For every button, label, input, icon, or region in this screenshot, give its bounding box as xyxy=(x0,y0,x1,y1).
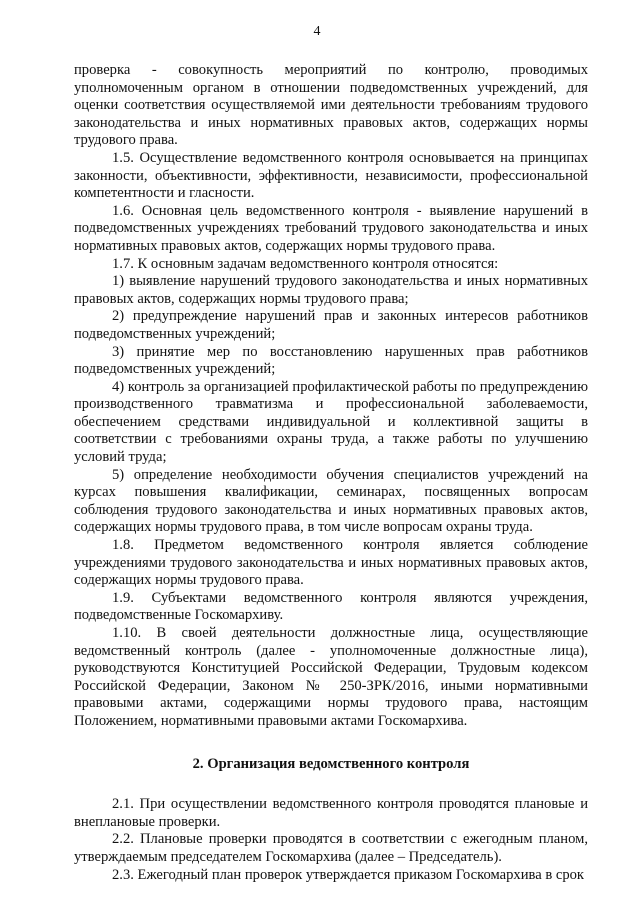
paragraph: 1.9. Субъектами ведомственного контроля являются учреждения, подведомственные Госкомархиву. xyxy=(74,589,588,624)
document-body xyxy=(74,62,588,884)
paragraph: 2.2. Плановые проверки проводятся в соответствии с ежегодным планом, утверждаемым председателем Госкомархива (далее – Председатель). xyxy=(74,831,588,865)
section-heading: 2. Организация ведомственного контроля xyxy=(192,755,470,772)
paragraph: 1.8. Предметом ведомственного контроля является соблюдение учреждениями трудового законодательства и иных нормативных правовых актов, содержащих нормы трудового права. xyxy=(74,537,588,589)
paragraph: 1.6. Основная цель ведомственного контроля - выявление нарушений в подведомственных учреждениях требований трудового законодательства и иных нормативных правовых актов, содержащих нормы трудового права. xyxy=(74,202,588,254)
page-number: 4 xyxy=(313,24,321,39)
list-item: 1) выявление нарушений трудового законодательства и иных нормативных правовых актов, содержащих нормы трудового права; xyxy=(74,273,588,307)
paragraph: 2.1. При осуществлении ведомственного контроля проводятся плановые и внеплановые проверки. xyxy=(74,796,588,830)
list-item: 4) контроль за организацией профилактической работы по предупреждению производственного травматизма и профессиональной заболеваемости, обеспечением средствами индивидуальной и коллективной защиты в соответствии с требованиями охраны труда, а также работы по улучшению условий труда; xyxy=(74,378,588,466)
paragraph: проверка - совокупность мероприятий по контролю, проводимых уполномоченным органом в отношении подведомственных учреждений, для оценки соответствия осуществляемой ими деятельности требованиям трудового законодательства и иных нормативных правовых актов, содержащих нормы трудового права. xyxy=(74,62,588,149)
list-item: 3) принятие мер по восстановлению нарушенных прав работников подведомственных учреждений; xyxy=(74,343,588,378)
paragraph: 1.5. Осуществление ведомственного контроля основывается на принципах законности, объективности, эффективности, независимости, профессиональной компетентности и гласности. xyxy=(74,149,588,202)
paragraph: 1.7. К основным задачам ведомственного контроля относятся: xyxy=(112,255,499,272)
paragraph: 2.3. Ежегодный план проверок утверждается приказом Госкомархива в срок xyxy=(112,866,585,883)
paragraph: 1.10. В своей деятельности должностные лица, осуществляющие ведомственный контроль (далее - уполномоченные должностные лица), руководствуются Конституцией Российской Федерации, Трудовым кодексом Российской Федерации, Законом № 250-ЗРК/2016, иными нормативными правовыми актами, содержащими нормы трудового права, настоящим Положением, нормативными правовыми актами Госкомархива. xyxy=(74,625,588,729)
list-item: 5) определение необходимости обучения специалистов учреждений на курсах повышения квалификации, семинарах, посвященных вопросам соблюдения трудового законодательства и иных нормативных правовых актов, содержащих нормы трудового права, в том числе вопросам охраны труда. xyxy=(74,466,588,536)
list-item: 2) предупреждение нарушений прав и законных интересов работников подведомственных учреждений; xyxy=(74,308,588,342)
